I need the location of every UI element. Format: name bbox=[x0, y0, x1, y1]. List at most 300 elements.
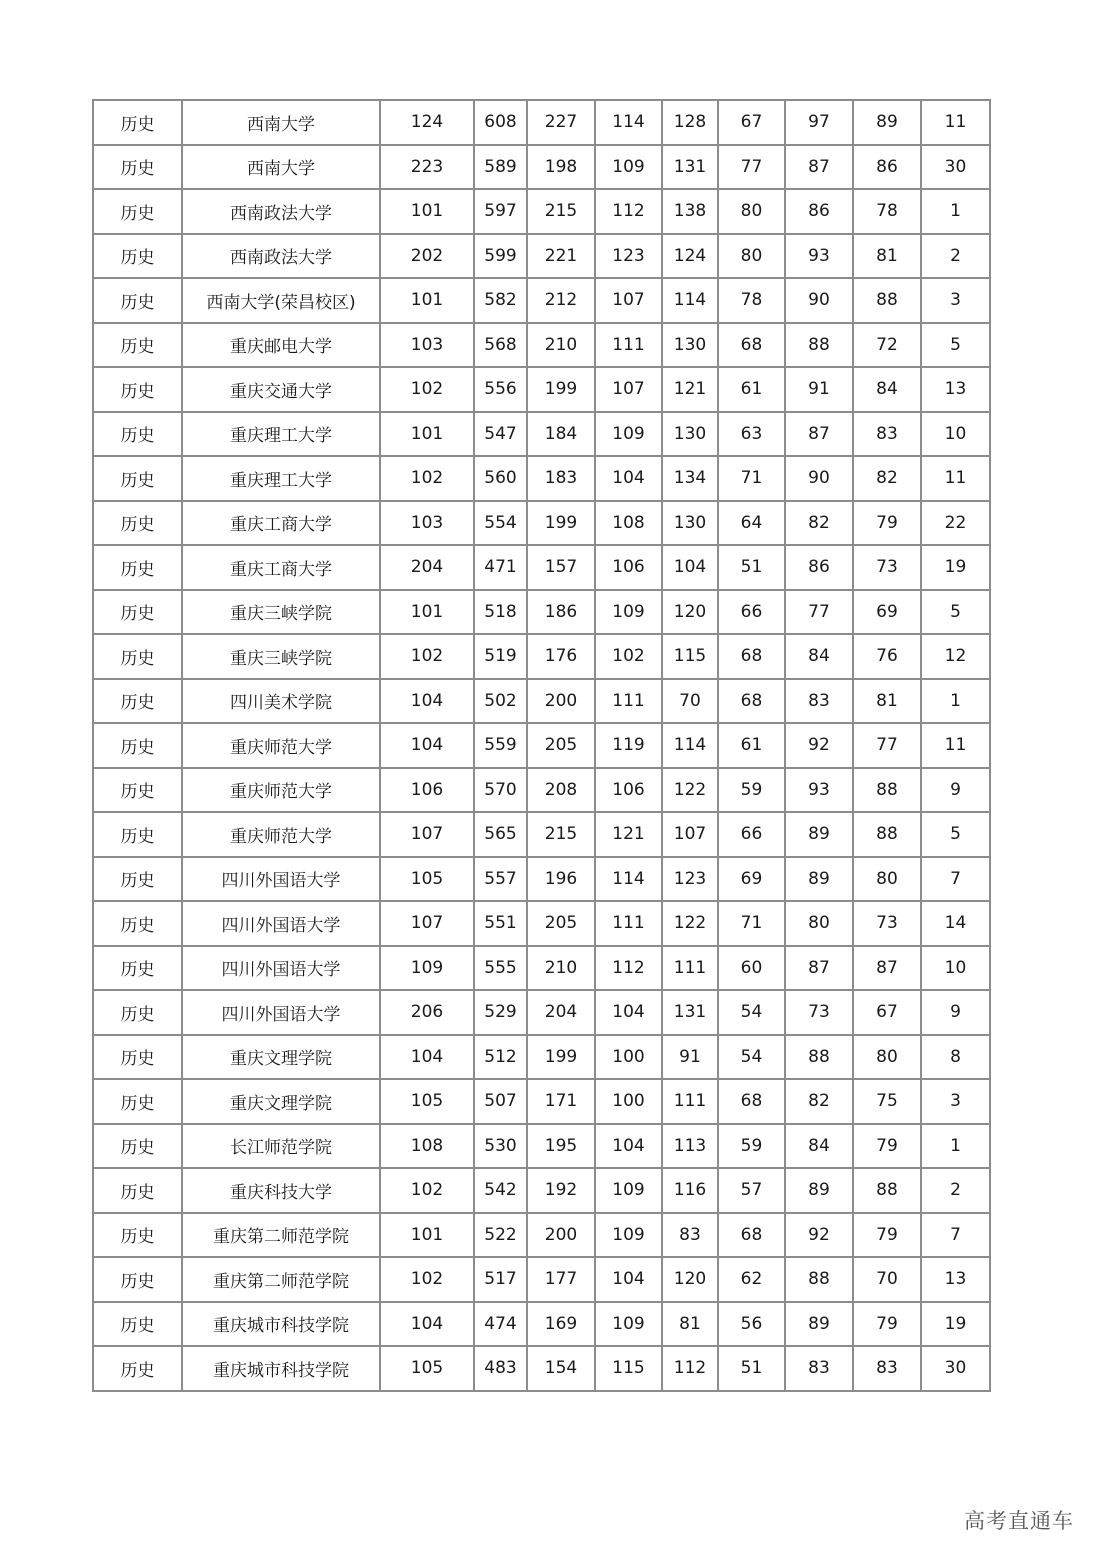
table-cell-score-math: 134 bbox=[662, 456, 718, 501]
table-cell-university: 西南大学 bbox=[182, 145, 380, 190]
table-cell-score-sum: 227 bbox=[527, 100, 595, 145]
table-cell-university: 重庆工商大学 bbox=[182, 501, 380, 546]
table-cell-count: 11 bbox=[921, 723, 990, 768]
table-cell-score-history: 89 bbox=[785, 1302, 853, 1347]
table-cell-major-group-code: 101 bbox=[380, 590, 474, 635]
table-cell-score-total: 554 bbox=[474, 501, 527, 546]
table-cell-score-math: 104 bbox=[662, 545, 718, 590]
table-cell-score-total: 582 bbox=[474, 278, 527, 323]
table-cell-subject: 历史 bbox=[93, 412, 182, 457]
table-row bbox=[93, 323, 990, 368]
table-cell-score-elective: 83 bbox=[853, 412, 921, 457]
table-cell-count: 2 bbox=[921, 1168, 990, 1213]
table-cell-score-elective: 79 bbox=[853, 1302, 921, 1347]
table-row bbox=[93, 367, 990, 412]
table-cell-university: 西南政法大学 bbox=[182, 189, 380, 234]
table-cell-score-elective: 88 bbox=[853, 812, 921, 857]
table-cell-score-sum: 221 bbox=[527, 234, 595, 279]
table-row bbox=[93, 456, 990, 501]
table-cell-university: 重庆科技大学 bbox=[182, 1168, 380, 1213]
table-cell-major-group-code: 104 bbox=[380, 723, 474, 768]
table-cell-score-total: 530 bbox=[474, 1124, 527, 1169]
table-row bbox=[93, 1302, 990, 1347]
table-cell-score-math: 111 bbox=[662, 946, 718, 991]
table-cell-score-math: 70 bbox=[662, 679, 718, 724]
table-cell-count: 7 bbox=[921, 857, 990, 902]
table-cell-major-group-code: 108 bbox=[380, 1124, 474, 1169]
table-cell-major-group-code: 104 bbox=[380, 1035, 474, 1080]
table-cell-score-total: 560 bbox=[474, 456, 527, 501]
table-cell-score-chinese: 106 bbox=[595, 768, 662, 813]
table-cell-university: 四川外国语大学 bbox=[182, 857, 380, 902]
table-cell-score-history: 77 bbox=[785, 590, 853, 635]
table-cell-score-total: 542 bbox=[474, 1168, 527, 1213]
table-row bbox=[93, 812, 990, 857]
table-cell-score-foreign: 80 bbox=[718, 234, 785, 279]
table-cell-count: 10 bbox=[921, 412, 990, 457]
table-cell-major-group-code: 103 bbox=[380, 501, 474, 546]
table-cell-score-elective: 88 bbox=[853, 278, 921, 323]
table-cell-count: 8 bbox=[921, 1035, 990, 1080]
table-cell-score-foreign: 71 bbox=[718, 456, 785, 501]
table-cell-university: 重庆交通大学 bbox=[182, 367, 380, 412]
table-cell-score-history: 83 bbox=[785, 1346, 853, 1391]
table-cell-score-chinese: 107 bbox=[595, 367, 662, 412]
table-cell-score-math: 114 bbox=[662, 278, 718, 323]
table-cell-university: 重庆文理学院 bbox=[182, 1035, 380, 1080]
table-cell-score-math: 83 bbox=[662, 1213, 718, 1258]
table-cell-university: 重庆文理学院 bbox=[182, 1079, 380, 1124]
table-cell-count: 14 bbox=[921, 901, 990, 946]
table-cell-score-chinese: 100 bbox=[595, 1079, 662, 1124]
table-cell-score-history: 82 bbox=[785, 501, 853, 546]
table-cell-score-total: 474 bbox=[474, 1302, 527, 1347]
table-cell-score-chinese: 114 bbox=[595, 100, 662, 145]
table-cell-major-group-code: 124 bbox=[380, 100, 474, 145]
table-cell-score-math: 124 bbox=[662, 234, 718, 279]
table-cell-score-math: 123 bbox=[662, 857, 718, 902]
table-cell-score-chinese: 102 bbox=[595, 634, 662, 679]
table-cell-score-sum: 215 bbox=[527, 189, 595, 234]
table-cell-score-chinese: 104 bbox=[595, 1257, 662, 1302]
table-cell-score-foreign: 61 bbox=[718, 367, 785, 412]
table-cell-major-group-code: 102 bbox=[380, 1168, 474, 1213]
table-cell-score-total: 519 bbox=[474, 634, 527, 679]
table-cell-university: 重庆师范大学 bbox=[182, 812, 380, 857]
table-cell-university: 四川美术学院 bbox=[182, 679, 380, 724]
table-cell-university: 重庆理工大学 bbox=[182, 412, 380, 457]
table-cell-score-math: 120 bbox=[662, 590, 718, 635]
table-cell-count: 2 bbox=[921, 234, 990, 279]
table-cell-score-history: 84 bbox=[785, 634, 853, 679]
table-cell-score-total: 517 bbox=[474, 1257, 527, 1302]
table-cell-score-foreign: 77 bbox=[718, 145, 785, 190]
table-cell-score-foreign: 54 bbox=[718, 1035, 785, 1080]
table-cell-subject: 历史 bbox=[93, 590, 182, 635]
table-cell-score-foreign: 67 bbox=[718, 100, 785, 145]
table-cell-subject: 历史 bbox=[93, 456, 182, 501]
table-cell-score-elective: 80 bbox=[853, 857, 921, 902]
table-cell-score-math: 112 bbox=[662, 1346, 718, 1391]
table-cell-score-foreign: 51 bbox=[718, 1346, 785, 1391]
table-cell-score-elective: 81 bbox=[853, 679, 921, 724]
table-cell-score-elective: 79 bbox=[853, 1213, 921, 1258]
table-cell-subject: 历史 bbox=[93, 189, 182, 234]
table-cell-score-foreign: 78 bbox=[718, 278, 785, 323]
table-cell-score-math: 114 bbox=[662, 723, 718, 768]
table-cell-subject: 历史 bbox=[93, 278, 182, 323]
table-cell-score-history: 88 bbox=[785, 1035, 853, 1080]
table-cell-score-history: 87 bbox=[785, 946, 853, 991]
table-cell-major-group-code: 102 bbox=[380, 634, 474, 679]
table-cell-score-chinese: 111 bbox=[595, 679, 662, 724]
table-cell-score-sum: 205 bbox=[527, 723, 595, 768]
table-cell-score-history: 73 bbox=[785, 990, 853, 1035]
table-cell-count: 9 bbox=[921, 768, 990, 813]
table-cell-score-total: 502 bbox=[474, 679, 527, 724]
table-cell-score-math: 113 bbox=[662, 1124, 718, 1169]
table-cell-score-history: 88 bbox=[785, 1257, 853, 1302]
table-cell-subject: 历史 bbox=[93, 1035, 182, 1080]
table-cell-score-elective: 83 bbox=[853, 1346, 921, 1391]
table-cell-university: 四川外国语大学 bbox=[182, 901, 380, 946]
table-cell-score-sum: 212 bbox=[527, 278, 595, 323]
table-cell-score-elective: 73 bbox=[853, 545, 921, 590]
table-cell-major-group-code: 206 bbox=[380, 990, 474, 1035]
table-cell-subject: 历史 bbox=[93, 723, 182, 768]
table-cell-score-total: 507 bbox=[474, 1079, 527, 1124]
table-cell-score-elective: 73 bbox=[853, 901, 921, 946]
table-cell-score-foreign: 54 bbox=[718, 990, 785, 1035]
table-cell-score-sum: 196 bbox=[527, 857, 595, 902]
table-cell-score-elective: 79 bbox=[853, 501, 921, 546]
table-cell-subject: 历史 bbox=[93, 545, 182, 590]
table-cell-count: 5 bbox=[921, 812, 990, 857]
table-cell-university: 西南大学 bbox=[182, 100, 380, 145]
table-cell-count: 1 bbox=[921, 1124, 990, 1169]
table-cell-count: 11 bbox=[921, 100, 990, 145]
table-cell-score-foreign: 66 bbox=[718, 590, 785, 635]
table-cell-score-total: 518 bbox=[474, 590, 527, 635]
table-cell-subject: 历史 bbox=[93, 990, 182, 1035]
table-cell-subject: 历史 bbox=[93, 946, 182, 991]
table-cell-count: 11 bbox=[921, 456, 990, 501]
table-cell-score-chinese: 109 bbox=[595, 412, 662, 457]
table-cell-score-sum: 184 bbox=[527, 412, 595, 457]
table-cell-score-history: 93 bbox=[785, 768, 853, 813]
table-cell-count: 13 bbox=[921, 1257, 990, 1302]
table-row bbox=[93, 990, 990, 1035]
table-cell-score-sum: 176 bbox=[527, 634, 595, 679]
table-cell-major-group-code: 103 bbox=[380, 323, 474, 368]
table-cell-score-sum: 208 bbox=[527, 768, 595, 813]
table-cell-score-total: 512 bbox=[474, 1035, 527, 1080]
table-cell-score-chinese: 112 bbox=[595, 946, 662, 991]
table-cell-score-chinese: 106 bbox=[595, 545, 662, 590]
table-cell-university: 重庆三峡学院 bbox=[182, 590, 380, 635]
table-cell-major-group-code: 107 bbox=[380, 901, 474, 946]
table-cell-score-elective: 76 bbox=[853, 634, 921, 679]
table-row bbox=[93, 1124, 990, 1169]
table-cell-university: 重庆第二师范学院 bbox=[182, 1213, 380, 1258]
table-cell-score-foreign: 64 bbox=[718, 501, 785, 546]
table-cell-count: 19 bbox=[921, 1302, 990, 1347]
table-cell-score-math: 130 bbox=[662, 412, 718, 457]
table-cell-university: 四川外国语大学 bbox=[182, 990, 380, 1035]
table-cell-score-math: 121 bbox=[662, 367, 718, 412]
table-cell-subject: 历史 bbox=[93, 1257, 182, 1302]
table-cell-score-sum: 183 bbox=[527, 456, 595, 501]
table-cell-count: 3 bbox=[921, 278, 990, 323]
table-cell-score-foreign: 68 bbox=[718, 323, 785, 368]
table-cell-score-foreign: 60 bbox=[718, 946, 785, 991]
table-cell-score-math: 130 bbox=[662, 323, 718, 368]
table-cell-score-chinese: 114 bbox=[595, 857, 662, 902]
table-cell-score-elective: 88 bbox=[853, 768, 921, 813]
table-cell-subject: 历史 bbox=[93, 1168, 182, 1213]
table-cell-score-math: 91 bbox=[662, 1035, 718, 1080]
table-cell-university: 重庆第二师范学院 bbox=[182, 1257, 380, 1302]
table-cell-university: 西南大学(荣昌校区) bbox=[182, 278, 380, 323]
table-cell-score-history: 80 bbox=[785, 901, 853, 946]
table-cell-major-group-code: 101 bbox=[380, 1213, 474, 1258]
table-cell-score-sum: 154 bbox=[527, 1346, 595, 1391]
table-cell-score-chinese: 100 bbox=[595, 1035, 662, 1080]
table-cell-count: 19 bbox=[921, 545, 990, 590]
table-cell-major-group-code: 105 bbox=[380, 857, 474, 902]
table-cell-score-sum: 199 bbox=[527, 501, 595, 546]
table-cell-score-chinese: 104 bbox=[595, 1124, 662, 1169]
table-cell-score-elective: 75 bbox=[853, 1079, 921, 1124]
table-row bbox=[93, 679, 990, 724]
table-row bbox=[93, 278, 990, 323]
table-cell-score-chinese: 104 bbox=[595, 456, 662, 501]
table-cell-score-sum: 169 bbox=[527, 1302, 595, 1347]
table-cell-university: 重庆城市科技学院 bbox=[182, 1302, 380, 1347]
table-cell-score-history: 93 bbox=[785, 234, 853, 279]
table-cell-score-total: 471 bbox=[474, 545, 527, 590]
table-cell-score-total: 557 bbox=[474, 857, 527, 902]
table-row bbox=[93, 1079, 990, 1124]
table-row bbox=[93, 234, 990, 279]
table-cell-score-sum: 215 bbox=[527, 812, 595, 857]
table-cell-score-sum: 210 bbox=[527, 323, 595, 368]
table-cell-score-history: 92 bbox=[785, 1213, 853, 1258]
table-cell-score-math: 120 bbox=[662, 1257, 718, 1302]
table-cell-university: 重庆三峡学院 bbox=[182, 634, 380, 679]
table-cell-score-math: 138 bbox=[662, 189, 718, 234]
table-cell-score-sum: 204 bbox=[527, 990, 595, 1035]
table-cell-score-elective: 69 bbox=[853, 590, 921, 635]
table-cell-subject: 历史 bbox=[93, 145, 182, 190]
table-cell-score-elective: 80 bbox=[853, 1035, 921, 1080]
table-cell-score-sum: 205 bbox=[527, 901, 595, 946]
table-cell-score-chinese: 104 bbox=[595, 990, 662, 1035]
table-cell-score-elective: 77 bbox=[853, 723, 921, 768]
table-cell-university: 重庆师范大学 bbox=[182, 723, 380, 768]
table-cell-university: 重庆城市科技学院 bbox=[182, 1346, 380, 1391]
table-cell-score-total: 597 bbox=[474, 189, 527, 234]
table-cell-score-history: 89 bbox=[785, 812, 853, 857]
table-cell-count: 1 bbox=[921, 679, 990, 724]
table-cell-score-total: 599 bbox=[474, 234, 527, 279]
table-cell-subject: 历史 bbox=[93, 323, 182, 368]
table-cell-score-history: 84 bbox=[785, 1124, 853, 1169]
table-cell-score-elective: 87 bbox=[853, 946, 921, 991]
table-row bbox=[93, 1168, 990, 1213]
table-row bbox=[93, 145, 990, 190]
table-cell-subject: 历史 bbox=[93, 367, 182, 412]
table-row bbox=[93, 901, 990, 946]
table-cell-score-math: 107 bbox=[662, 812, 718, 857]
table-cell-count: 9 bbox=[921, 990, 990, 1035]
table-cell-score-history: 86 bbox=[785, 545, 853, 590]
table-cell-score-elective: 79 bbox=[853, 1124, 921, 1169]
table-cell-score-total: 555 bbox=[474, 946, 527, 991]
table-cell-score-chinese: 109 bbox=[595, 1168, 662, 1213]
table-cell-score-math: 111 bbox=[662, 1079, 718, 1124]
table-row bbox=[93, 857, 990, 902]
table-cell-score-foreign: 59 bbox=[718, 768, 785, 813]
table-cell-subject: 历史 bbox=[93, 100, 182, 145]
table-cell-score-sum: 157 bbox=[527, 545, 595, 590]
table-cell-score-sum: 210 bbox=[527, 946, 595, 991]
table-row bbox=[93, 189, 990, 234]
table-cell-university: 长江师范学院 bbox=[182, 1124, 380, 1169]
table-cell-score-total: 522 bbox=[474, 1213, 527, 1258]
table-cell-university: 四川外国语大学 bbox=[182, 946, 380, 991]
table-cell-score-math: 81 bbox=[662, 1302, 718, 1347]
table-cell-score-elective: 86 bbox=[853, 145, 921, 190]
table-cell-score-chinese: 108 bbox=[595, 501, 662, 546]
table-cell-score-chinese: 111 bbox=[595, 323, 662, 368]
table-cell-subject: 历史 bbox=[93, 1213, 182, 1258]
table-cell-score-history: 92 bbox=[785, 723, 853, 768]
table-cell-score-math: 128 bbox=[662, 100, 718, 145]
table-cell-score-foreign: 71 bbox=[718, 901, 785, 946]
table-cell-score-chinese: 123 bbox=[595, 234, 662, 279]
table-row bbox=[93, 545, 990, 590]
table-cell-score-foreign: 63 bbox=[718, 412, 785, 457]
table-cell-score-math: 116 bbox=[662, 1168, 718, 1213]
table-cell-score-history: 82 bbox=[785, 1079, 853, 1124]
table-cell-score-math: 131 bbox=[662, 145, 718, 190]
table-cell-score-sum: 199 bbox=[527, 367, 595, 412]
table-cell-score-chinese: 109 bbox=[595, 145, 662, 190]
table-cell-major-group-code: 102 bbox=[380, 456, 474, 501]
table-cell-university: 重庆工商大学 bbox=[182, 545, 380, 590]
table-cell-subject: 历史 bbox=[93, 634, 182, 679]
table-cell-subject: 历史 bbox=[93, 679, 182, 724]
table-cell-major-group-code: 109 bbox=[380, 946, 474, 991]
table-cell-score-history: 91 bbox=[785, 367, 853, 412]
table-cell-score-foreign: 51 bbox=[718, 545, 785, 590]
table-cell-score-total: 589 bbox=[474, 145, 527, 190]
table-cell-subject: 历史 bbox=[93, 768, 182, 813]
table-row bbox=[93, 1257, 990, 1302]
table-cell-score-elective: 72 bbox=[853, 323, 921, 368]
table-cell-subject: 历史 bbox=[93, 1079, 182, 1124]
table-row bbox=[93, 634, 990, 679]
table-cell-score-history: 87 bbox=[785, 412, 853, 457]
table-cell-score-chinese: 115 bbox=[595, 1346, 662, 1391]
table-cell-score-sum: 186 bbox=[527, 590, 595, 635]
table-cell-count: 1 bbox=[921, 189, 990, 234]
table-cell-score-foreign: 66 bbox=[718, 812, 785, 857]
table-cell-subject: 历史 bbox=[93, 501, 182, 546]
table-row bbox=[93, 501, 990, 546]
table-cell-count: 13 bbox=[921, 367, 990, 412]
table-cell-major-group-code: 102 bbox=[380, 1257, 474, 1302]
table-cell-major-group-code: 101 bbox=[380, 278, 474, 323]
score-table-body bbox=[93, 100, 990, 1391]
table-cell-score-chinese: 119 bbox=[595, 723, 662, 768]
table-row bbox=[93, 1346, 990, 1391]
table-cell-score-sum: 198 bbox=[527, 145, 595, 190]
table-cell-subject: 历史 bbox=[93, 901, 182, 946]
table-cell-score-sum: 177 bbox=[527, 1257, 595, 1302]
table-cell-score-sum: 200 bbox=[527, 679, 595, 724]
table-cell-count: 5 bbox=[921, 590, 990, 635]
table-cell-major-group-code: 204 bbox=[380, 545, 474, 590]
table-cell-university: 重庆理工大学 bbox=[182, 456, 380, 501]
table-cell-subject: 历史 bbox=[93, 1302, 182, 1347]
table-cell-major-group-code: 105 bbox=[380, 1079, 474, 1124]
table-cell-score-total: 608 bbox=[474, 100, 527, 145]
table-cell-count: 3 bbox=[921, 1079, 990, 1124]
table-row bbox=[93, 412, 990, 457]
table-cell-score-history: 89 bbox=[785, 1168, 853, 1213]
table-cell-score-total: 556 bbox=[474, 367, 527, 412]
table-cell-subject: 历史 bbox=[93, 812, 182, 857]
table-cell-count: 30 bbox=[921, 145, 990, 190]
table-cell-major-group-code: 107 bbox=[380, 812, 474, 857]
table-cell-university: 重庆邮电大学 bbox=[182, 323, 380, 368]
table-cell-score-total: 565 bbox=[474, 812, 527, 857]
score-table bbox=[92, 99, 991, 1392]
table-cell-score-history: 86 bbox=[785, 189, 853, 234]
table-cell-subject: 历史 bbox=[93, 1346, 182, 1391]
table-row bbox=[93, 1035, 990, 1080]
table-cell-subject: 历史 bbox=[93, 234, 182, 279]
table-cell-score-foreign: 61 bbox=[718, 723, 785, 768]
table-cell-score-foreign: 56 bbox=[718, 1302, 785, 1347]
table-cell-score-foreign: 57 bbox=[718, 1168, 785, 1213]
table-cell-score-total: 483 bbox=[474, 1346, 527, 1391]
table-cell-score-chinese: 107 bbox=[595, 278, 662, 323]
table-cell-score-chinese: 121 bbox=[595, 812, 662, 857]
table-row bbox=[93, 100, 990, 145]
table-cell-score-foreign: 68 bbox=[718, 1079, 785, 1124]
table-cell-count: 10 bbox=[921, 946, 990, 991]
table-cell-score-chinese: 109 bbox=[595, 1302, 662, 1347]
table-cell-score-total: 570 bbox=[474, 768, 527, 813]
table-cell-score-total: 529 bbox=[474, 990, 527, 1035]
table-cell-count: 7 bbox=[921, 1213, 990, 1258]
table-cell-score-history: 83 bbox=[785, 679, 853, 724]
table-row bbox=[93, 946, 990, 991]
table-cell-score-history: 90 bbox=[785, 278, 853, 323]
table-cell-score-math: 122 bbox=[662, 901, 718, 946]
table-cell-score-total: 547 bbox=[474, 412, 527, 457]
table-cell-major-group-code: 104 bbox=[380, 1302, 474, 1347]
table-cell-score-total: 551 bbox=[474, 901, 527, 946]
table-cell-major-group-code: 106 bbox=[380, 768, 474, 813]
table-cell-score-history: 97 bbox=[785, 100, 853, 145]
table-cell-score-chinese: 109 bbox=[595, 1213, 662, 1258]
watermark-text: 高考直通车 bbox=[964, 1509, 1074, 1533]
table-cell-score-history: 90 bbox=[785, 456, 853, 501]
